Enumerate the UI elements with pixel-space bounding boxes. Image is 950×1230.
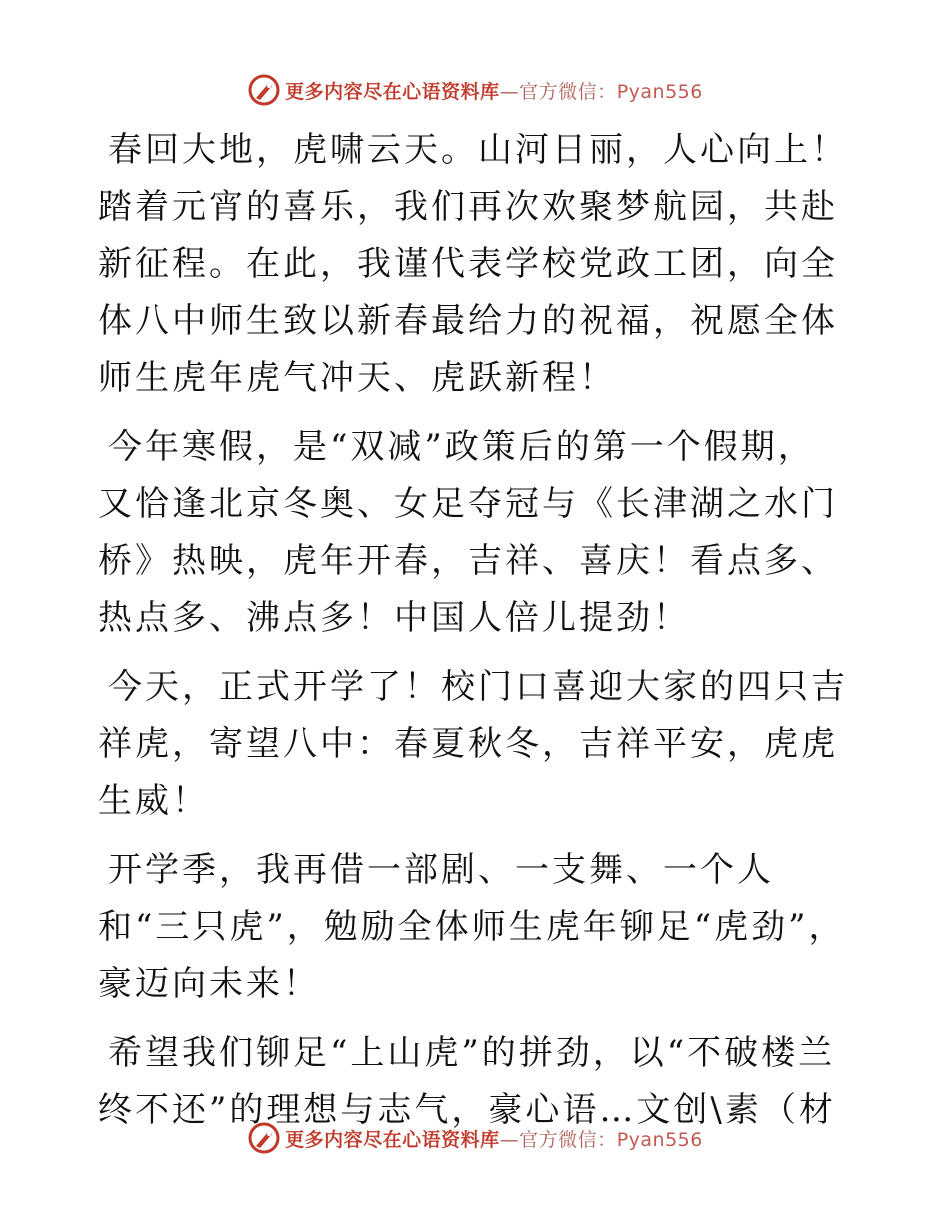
- footer-watermark: [0, 1118, 950, 1158]
- paragraph-3: 今天，正式开学了！校门口喜迎大家的四只吉祥虎，寄望八中：春夏秋冬，吉祥平安，虎虎生威！: [98, 667, 848, 821]
- paragraph-1: 春回大地，虎啸云天。山河日丽，人心向上！踏着元宵的喜乐，我们再次欢聚梦航园，共赴新征程。在此，我谨代表学校党政工团，向全体八中师生致以新春最给力的祝福，祝愿全体师生虎年虎气冲天、虎跃新程！: [98, 130, 848, 398]
- watermark-text: 更多内容尽在心语资料库—官方微信：Pyan556: [285, 80, 703, 103]
- paragraph-5: 希望我们铆足“上山虎”的拼劲，以“不破楼兰终不还”的理想与志气，豪心语…文创\素（材: [98, 1033, 836, 1130]
- pen-nib-logo-icon: [247, 73, 281, 107]
- pen-nib-logo-icon: [247, 1121, 281, 1155]
- paragraph-2: 今年寒假，是“双减”政策后的第一个假期，又恰逢北京冬奥、女足夺冠与《长津湖之水门桥》热映，虎年开春，吉祥、喜庆！看点多、热点多、沸点多！中国人倍儿提劲！: [98, 427, 838, 638]
- document-body: [98, 122, 850, 1139]
- watermark-text: 更多内容尽在心语资料库—官方微信：Pyan556: [285, 1128, 703, 1151]
- paragraph-4: 开学季，我再借一部剧、一支舞、一个人和“三只虎”，勉励全体师生虎年铆足“虎劲”，豪迈向未来！: [98, 850, 846, 1004]
- header-watermark: [0, 70, 950, 110]
